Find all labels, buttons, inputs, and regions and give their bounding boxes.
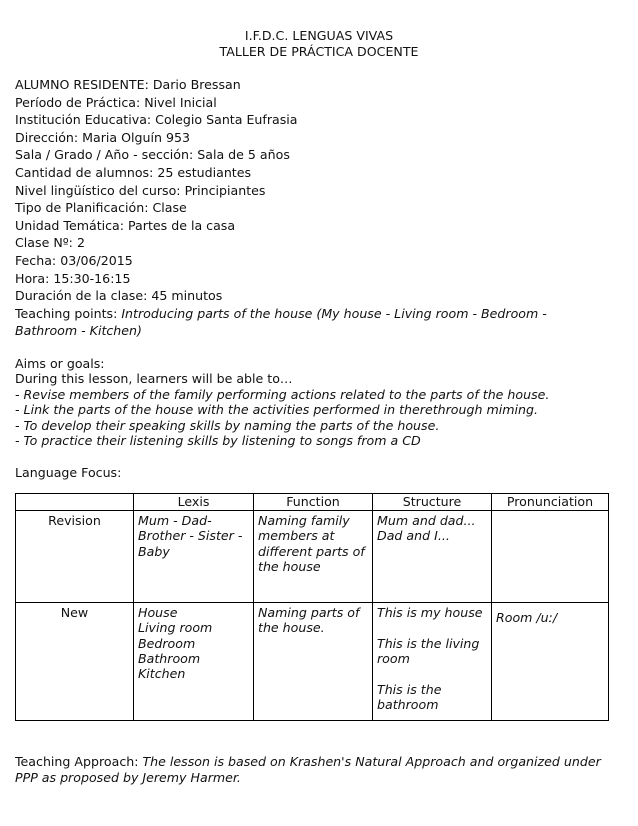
institution-title: I.F.D.C. LENGUAS VIVAS [244, 28, 394, 43]
info-teaching-points: Teaching points: Introducing parts of the house (My house - Living room - Bedroom - Bathroom - Kitchen) [15, 305, 547, 339]
info-time: Hora: 15:30-16:15 [15, 270, 131, 286]
row-label-new: New [16, 602, 134, 720]
table-row-new [16, 602, 609, 720]
info-period: Período de Práctica: Nivel Inicial [15, 94, 217, 110]
revision-lexis: Mum - Dad- Brother - Sister - Baby [134, 510, 254, 602]
info-grade: Sala / Grado / Año - sección: Sala de 5 años [15, 147, 290, 163]
aims-intro: During this lesson, learners will be able to… [15, 371, 293, 387]
table-header-pronunciation: Pronunciation [492, 494, 609, 510]
teaching-approach: Teaching Approach: The lesson is based on Krashen's Natural Approach and organized under PPP as proposed by Jeremy Harmer. [15, 753, 601, 785]
new-function: Naming parts of the house. [254, 602, 373, 720]
revision-function: Naming family members at different parts of the house [254, 510, 373, 602]
new-lexis [134, 602, 254, 720]
structure-item: This is the living room [377, 635, 480, 666]
info-student: ALUMNO RESIDENTE: Dario Bressan [15, 77, 241, 92]
workshop-title: TALLER DE PRÁCTICA DOCENTE [219, 44, 419, 59]
lexis-item: Living room [138, 620, 213, 636]
table-header-empty [16, 494, 134, 510]
table-header-row [16, 494, 609, 510]
structure-item: This is my house [377, 604, 483, 620]
aim-item: - Link the parts of the house with the activities performed in therethrough miming. [15, 402, 538, 418]
info-students-count: Cantidad de alumnos: 25 estudiantes [15, 164, 252, 180]
new-structure [373, 602, 492, 720]
info-block [15, 76, 623, 340]
aim-item: - Revise members of the family performing actions related to the parts of the house. [15, 386, 550, 402]
lexis-item: Bathroom [138, 650, 201, 666]
document-page [15, 28, 623, 786]
revision-structure: Mum and dad... Dad and I... [373, 510, 492, 602]
info-duration: Duración de la clase: 45 minutos [15, 288, 223, 304]
table-row-revision [16, 510, 609, 602]
info-unit: Unidad Temática: Partes de la casa [15, 217, 236, 233]
info-address: Dirección: Maria Olguín 953 [15, 129, 191, 145]
new-pronunciation: Room /uː/ [492, 602, 609, 720]
aims-title: Aims or goals: [15, 355, 105, 371]
lexis-item: Bedroom [138, 635, 196, 651]
table-header-function: Function [254, 494, 373, 510]
document-header [15, 28, 623, 60]
info-plan-type: Tipo de Planificación: Clase [15, 200, 187, 216]
language-focus-title: Language Focus: [15, 465, 122, 481]
revision-pronunciation [492, 510, 609, 602]
lexis-item: Kitchen [138, 666, 186, 682]
row-label-revision: Revision [16, 510, 134, 602]
aim-item: - To practice their listening skills by listening to songs from a CD [15, 432, 421, 448]
structure-item: This is the bathroom [377, 681, 442, 713]
info-institution: Institución Educativa: Colegio Santa Eufrasia [15, 112, 298, 128]
info-class-number: Clase Nº: 2 [15, 235, 85, 251]
info-date: Fecha: 03/06/2015 [15, 252, 133, 268]
aims-section [15, 356, 623, 448]
table-header-lexis: Lexis [134, 494, 254, 510]
table-header-structure: Structure [373, 494, 492, 510]
info-level: Nivel lingüístico del curso: Principiantes [15, 182, 266, 198]
lexis-item: House [138, 604, 178, 620]
language-focus-table [15, 493, 609, 720]
aim-item: - To develop their speaking skills by naming the parts of the house. [15, 417, 440, 433]
